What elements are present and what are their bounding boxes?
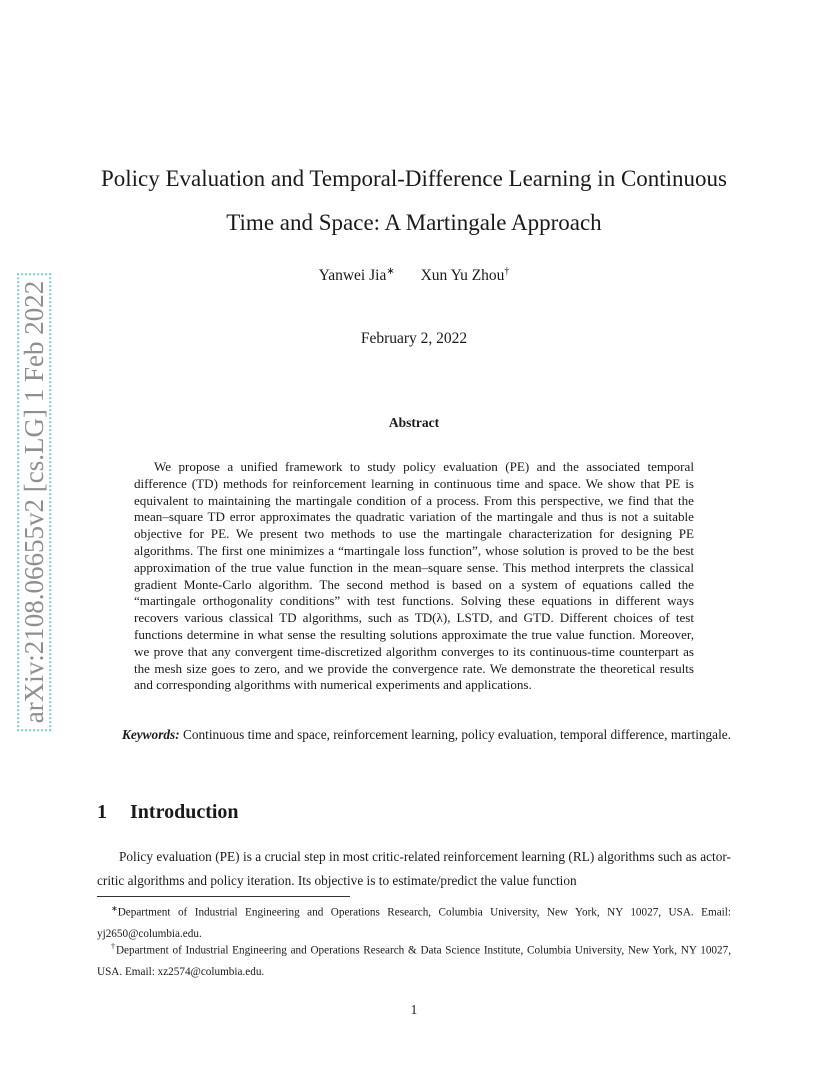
footnote-text: Department of Industrial Engineering and Operations Research & Data Science Institute, Columbia University, New York, NY 10027, USA. Email: xz2574@columbia.edu. xyxy=(97,944,732,978)
publication-date: February 2, 2022 xyxy=(360,330,468,347)
abstract-body: We propose a unified framework to study policy evaluation (PE) and the associated temporal difference (TD) methods for reinforcement learning in continuous time and space. We show that PE is equivalent to maintaining the martingale condition of a process. From this perspective, we find that the mean–square TD error approximates the quadratic variation of the martingale and thus is not a suitable objective for PE. We present two methods to use the martingale characterization for designing PE algorithms. The first one minimizes a “martingale loss function”, whose solution is proved to be the best approximation of the true value function in the mean–square sense. This method interprets the classical gradient Monte-Carlo algorithm. The second method is based on a system of equations called the “martingale orthogonality conditions” with test functions. Solving these equations in different ways recovers various classical TD algorithms, such as TD(λ), LSTD, and GTD. Different choices of test functions determine in what sense the resulting solutions approximate the true value function. Moreover, we prove that any convergent time-discretized algorithm converges to its continuous-time counterpart as the mesh size goes to zero, and we provide the convergence rate. We demonstrate the theoretical results and corresponding algorithms with numerical experiments and applications. xyxy=(134,459,694,693)
footnote-2 xyxy=(97,936,731,983)
footnote-separator xyxy=(97,896,350,897)
paper-title-line-2: Time and Space: A Martingale Approach xyxy=(226,210,602,235)
footnote-text: Department of Industrial Engineering and Operations Research, Columbia University, New York, NY 10027, USA. Email: yj2650@columbia.edu. xyxy=(97,906,731,940)
author-1 xyxy=(319,266,395,285)
intro-paragraph: Policy evaluation (PE) is a crucial step in most critic-related reinforcement learning (RL) algorithms such as actor-critic algorithms and policy iteration. Its objective is to estimate/predict the value function xyxy=(97,849,731,888)
page-number: 1 xyxy=(410,1002,418,1017)
section-heading-introduction xyxy=(97,801,239,824)
author-name: Xun Yu Zhou xyxy=(420,267,505,285)
keywords-label: Keywords: xyxy=(122,727,180,742)
section-title: Introduction xyxy=(130,801,239,823)
author-list xyxy=(0,266,828,285)
author-footnote-mark[interactable]: ∗ xyxy=(386,266,395,277)
keywords-text: Continuous time and space, reinforcement learning, policy evaluation, temporal difference, martingale. xyxy=(182,727,732,742)
author-2 xyxy=(421,266,510,285)
keywords-paragraph xyxy=(97,723,731,747)
author-footnote-mark[interactable]: † xyxy=(504,266,510,277)
section-number: 1 xyxy=(97,801,107,823)
footnote-mark: † xyxy=(111,942,116,951)
abstract-heading: Abstract xyxy=(388,415,440,430)
footnote-mark: ∗ xyxy=(111,904,118,913)
paper-title-line-1: Policy Evaluation and Temporal-Difference Learning in Continuous xyxy=(100,166,728,191)
arxiv-identifier-stamp: arXiv:2108.06655v2 [cs.LG] 1 Feb 2022 xyxy=(17,273,51,731)
author-name: Yanwei Jia xyxy=(318,267,387,285)
